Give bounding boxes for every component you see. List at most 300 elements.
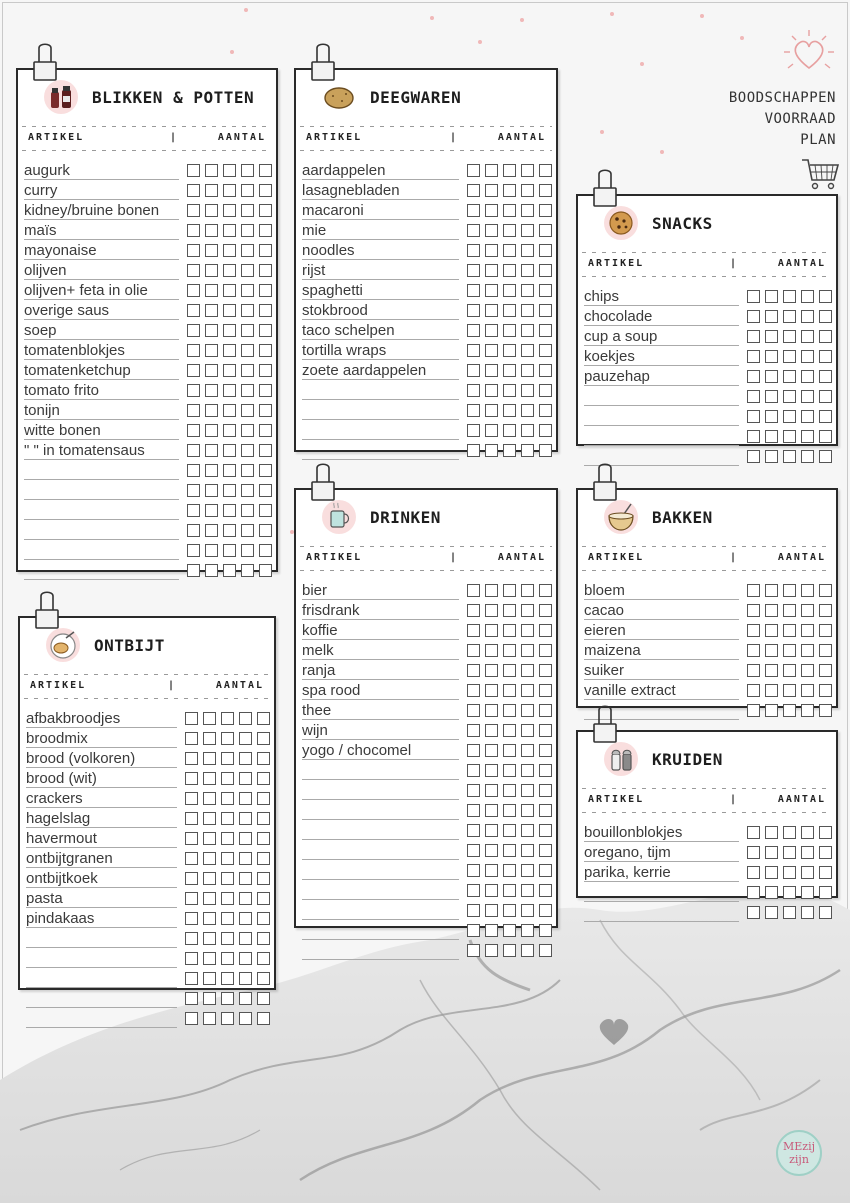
item-label[interactable] [26, 1008, 177, 1028]
amount-checkbox[interactable] [747, 886, 760, 899]
amount-checkbox[interactable] [467, 164, 480, 177]
amount-checkbox[interactable] [783, 866, 796, 879]
amount-checkbox[interactable] [205, 364, 218, 377]
amount-checkbox[interactable] [241, 564, 254, 577]
amount-checkbox[interactable] [485, 324, 498, 337]
amount-checkbox[interactable] [801, 584, 814, 597]
item-label[interactable] [302, 940, 459, 960]
amount-checkbox[interactable] [539, 224, 552, 237]
amount-checkbox[interactable] [765, 664, 778, 677]
amount-checkbox[interactable] [205, 224, 218, 237]
amount-checkbox[interactable] [485, 744, 498, 757]
amount-checkbox[interactable] [521, 404, 534, 417]
item-label[interactable] [584, 406, 739, 426]
item-label[interactable]: eieren [584, 620, 739, 640]
amount-checkbox[interactable] [521, 864, 534, 877]
amount-checkbox[interactable] [801, 290, 814, 303]
amount-checkbox[interactable] [223, 204, 236, 217]
item-label[interactable]: taco schelpen [302, 320, 459, 340]
amount-checkbox[interactable] [503, 904, 516, 917]
amount-checkbox[interactable] [747, 584, 760, 597]
item-label[interactable]: lasagnebladen [302, 180, 459, 200]
amount-checkbox[interactable] [747, 350, 760, 363]
amount-checkbox[interactable] [205, 504, 218, 517]
amount-checkbox[interactable] [485, 304, 498, 317]
amount-checkbox[interactable] [485, 204, 498, 217]
item-label[interactable]: havermout [26, 828, 177, 848]
amount-checkbox[interactable] [223, 484, 236, 497]
amount-checkbox[interactable] [257, 792, 270, 805]
amount-checkbox[interactable] [203, 832, 216, 845]
amount-checkbox[interactable] [801, 310, 814, 323]
amount-checkbox[interactable] [205, 464, 218, 477]
amount-checkbox[interactable] [239, 992, 252, 1005]
amount-checkbox[interactable] [185, 872, 198, 885]
amount-checkbox[interactable] [185, 812, 198, 825]
amount-checkbox[interactable] [503, 924, 516, 937]
amount-checkbox[interactable] [205, 264, 218, 277]
amount-checkbox[interactable] [801, 604, 814, 617]
amount-checkbox[interactable] [467, 424, 480, 437]
amount-checkbox[interactable] [783, 410, 796, 423]
amount-checkbox[interactable] [223, 524, 236, 537]
amount-checkbox[interactable] [485, 264, 498, 277]
amount-checkbox[interactable] [467, 604, 480, 617]
amount-checkbox[interactable] [521, 284, 534, 297]
item-label[interactable] [24, 520, 179, 540]
item-label[interactable]: koffie [302, 620, 459, 640]
amount-checkbox[interactable] [187, 304, 200, 317]
amount-checkbox[interactable] [765, 826, 778, 839]
amount-checkbox[interactable] [765, 390, 778, 403]
item-label[interactable] [302, 800, 459, 820]
amount-checkbox[interactable] [223, 544, 236, 557]
amount-checkbox[interactable] [783, 886, 796, 899]
amount-checkbox[interactable] [203, 732, 216, 745]
amount-checkbox[interactable] [539, 584, 552, 597]
amount-checkbox[interactable] [221, 812, 234, 825]
amount-checkbox[interactable] [819, 704, 832, 717]
amount-checkbox[interactable] [485, 344, 498, 357]
amount-checkbox[interactable] [241, 224, 254, 237]
amount-checkbox[interactable] [485, 384, 498, 397]
amount-checkbox[interactable] [503, 684, 516, 697]
amount-checkbox[interactable] [539, 204, 552, 217]
amount-checkbox[interactable] [205, 524, 218, 537]
amount-checkbox[interactable] [747, 290, 760, 303]
item-label[interactable]: macaroni [302, 200, 459, 220]
amount-checkbox[interactable] [259, 324, 272, 337]
amount-checkbox[interactable] [521, 304, 534, 317]
amount-checkbox[interactable] [205, 384, 218, 397]
amount-checkbox[interactable] [485, 864, 498, 877]
amount-checkbox[interactable] [185, 992, 198, 1005]
amount-checkbox[interactable] [783, 390, 796, 403]
amount-checkbox[interactable] [259, 484, 272, 497]
amount-checkbox[interactable] [521, 944, 534, 957]
item-label[interactable] [584, 386, 739, 406]
item-label[interactable]: broodmix [26, 728, 177, 748]
amount-checkbox[interactable] [203, 792, 216, 805]
item-label[interactable] [302, 400, 459, 420]
amount-checkbox[interactable] [819, 846, 832, 859]
amount-checkbox[interactable] [203, 812, 216, 825]
amount-checkbox[interactable] [205, 184, 218, 197]
amount-checkbox[interactable] [819, 410, 832, 423]
amount-checkbox[interactable] [241, 364, 254, 377]
amount-checkbox[interactable] [259, 464, 272, 477]
amount-checkbox[interactable] [259, 564, 272, 577]
amount-checkbox[interactable] [521, 924, 534, 937]
amount-checkbox[interactable] [259, 224, 272, 237]
amount-checkbox[interactable] [485, 184, 498, 197]
amount-checkbox[interactable] [185, 832, 198, 845]
amount-checkbox[interactable] [221, 792, 234, 805]
amount-checkbox[interactable] [203, 752, 216, 765]
amount-checkbox[interactable] [783, 310, 796, 323]
amount-checkbox[interactable] [765, 886, 778, 899]
amount-checkbox[interactable] [521, 824, 534, 837]
amount-checkbox[interactable] [257, 872, 270, 885]
item-label[interactable]: " " in tomatensaus [24, 440, 179, 460]
item-label[interactable] [302, 860, 459, 880]
amount-checkbox[interactable] [819, 604, 832, 617]
amount-checkbox[interactable] [223, 464, 236, 477]
item-label[interactable]: bier [302, 580, 459, 600]
amount-checkbox[interactable] [467, 864, 480, 877]
amount-checkbox[interactable] [467, 364, 480, 377]
amount-checkbox[interactable] [747, 684, 760, 697]
amount-checkbox[interactable] [467, 304, 480, 317]
amount-checkbox[interactable] [241, 204, 254, 217]
item-label[interactable]: cup a soup [584, 326, 739, 346]
amount-checkbox[interactable] [819, 584, 832, 597]
amount-checkbox[interactable] [801, 350, 814, 363]
amount-checkbox[interactable] [801, 906, 814, 919]
item-label[interactable]: thee [302, 700, 459, 720]
item-label[interactable] [26, 948, 177, 968]
amount-checkbox[interactable] [521, 264, 534, 277]
amount-checkbox[interactable] [223, 244, 236, 257]
item-label[interactable]: maïs [24, 220, 179, 240]
amount-checkbox[interactable] [205, 324, 218, 337]
amount-checkbox[interactable] [539, 264, 552, 277]
amount-checkbox[interactable] [259, 524, 272, 537]
amount-checkbox[interactable] [539, 164, 552, 177]
amount-checkbox[interactable] [257, 772, 270, 785]
amount-checkbox[interactable] [221, 1012, 234, 1025]
item-label[interactable]: cacao [584, 600, 739, 620]
amount-checkbox[interactable] [485, 884, 498, 897]
amount-checkbox[interactable] [223, 404, 236, 417]
amount-checkbox[interactable] [783, 846, 796, 859]
amount-checkbox[interactable] [539, 344, 552, 357]
amount-checkbox[interactable] [187, 384, 200, 397]
amount-checkbox[interactable] [185, 1012, 198, 1025]
amount-checkbox[interactable] [203, 852, 216, 865]
amount-checkbox[interactable] [485, 764, 498, 777]
amount-checkbox[interactable] [503, 184, 516, 197]
amount-checkbox[interactable] [539, 924, 552, 937]
amount-checkbox[interactable] [259, 204, 272, 217]
amount-checkbox[interactable] [539, 844, 552, 857]
amount-checkbox[interactable] [765, 370, 778, 383]
amount-checkbox[interactable] [539, 444, 552, 457]
amount-checkbox[interactable] [819, 906, 832, 919]
amount-checkbox[interactable] [819, 826, 832, 839]
amount-checkbox[interactable] [223, 344, 236, 357]
amount-checkbox[interactable] [221, 732, 234, 745]
amount-checkbox[interactable] [521, 624, 534, 637]
amount-checkbox[interactable] [783, 644, 796, 657]
amount-checkbox[interactable] [765, 644, 778, 657]
amount-checkbox[interactable] [485, 444, 498, 457]
item-label[interactable] [24, 500, 179, 520]
item-label[interactable]: tomatenketchup [24, 360, 179, 380]
amount-checkbox[interactable] [239, 732, 252, 745]
amount-checkbox[interactable] [747, 604, 760, 617]
amount-checkbox[interactable] [205, 344, 218, 357]
amount-checkbox[interactable] [203, 992, 216, 1005]
item-label[interactable] [302, 440, 459, 460]
amount-checkbox[interactable] [503, 304, 516, 317]
amount-checkbox[interactable] [259, 364, 272, 377]
amount-checkbox[interactable] [801, 430, 814, 443]
amount-checkbox[interactable] [241, 324, 254, 337]
item-label[interactable]: mayonaise [24, 240, 179, 260]
amount-checkbox[interactable] [539, 304, 552, 317]
amount-checkbox[interactable] [223, 564, 236, 577]
item-label[interactable] [302, 920, 459, 940]
amount-checkbox[interactable] [539, 784, 552, 797]
amount-checkbox[interactable] [257, 992, 270, 1005]
amount-checkbox[interactable] [521, 884, 534, 897]
amount-checkbox[interactable] [259, 284, 272, 297]
amount-checkbox[interactable] [765, 684, 778, 697]
amount-checkbox[interactable] [539, 364, 552, 377]
amount-checkbox[interactable] [203, 892, 216, 905]
item-label[interactable] [24, 480, 179, 500]
amount-checkbox[interactable] [187, 524, 200, 537]
amount-checkbox[interactable] [765, 310, 778, 323]
amount-checkbox[interactable] [747, 906, 760, 919]
item-label[interactable]: ontbijtgranen [26, 848, 177, 868]
amount-checkbox[interactable] [765, 410, 778, 423]
amount-checkbox[interactable] [819, 886, 832, 899]
item-label[interactable]: bouillonblokjes [584, 822, 739, 842]
item-label[interactable]: pasta [26, 888, 177, 908]
amount-checkbox[interactable] [223, 424, 236, 437]
amount-checkbox[interactable] [783, 684, 796, 697]
amount-checkbox[interactable] [521, 664, 534, 677]
amount-checkbox[interactable] [765, 290, 778, 303]
item-label[interactable]: brood (wit) [26, 768, 177, 788]
item-label[interactable]: olijven [24, 260, 179, 280]
amount-checkbox[interactable] [485, 784, 498, 797]
amount-checkbox[interactable] [783, 584, 796, 597]
amount-checkbox[interactable] [259, 504, 272, 517]
amount-checkbox[interactable] [239, 892, 252, 905]
amount-checkbox[interactable] [503, 884, 516, 897]
amount-checkbox[interactable] [241, 244, 254, 257]
amount-checkbox[interactable] [185, 852, 198, 865]
amount-checkbox[interactable] [259, 544, 272, 557]
amount-checkbox[interactable] [819, 350, 832, 363]
amount-checkbox[interactable] [203, 912, 216, 925]
amount-checkbox[interactable] [521, 204, 534, 217]
amount-checkbox[interactable] [539, 244, 552, 257]
item-label[interactable]: kidney/bruine bonen [24, 200, 179, 220]
item-label[interactable]: koekjes [584, 346, 739, 366]
amount-checkbox[interactable] [503, 704, 516, 717]
amount-checkbox[interactable] [819, 430, 832, 443]
item-label[interactable]: parika, kerrie [584, 862, 739, 882]
amount-checkbox[interactable] [783, 430, 796, 443]
amount-checkbox[interactable] [223, 364, 236, 377]
amount-checkbox[interactable] [801, 826, 814, 839]
amount-checkbox[interactable] [205, 164, 218, 177]
item-label[interactable]: zoete aardappelen [302, 360, 459, 380]
amount-checkbox[interactable] [241, 484, 254, 497]
amount-checkbox[interactable] [801, 704, 814, 717]
item-label[interactable] [26, 988, 177, 1008]
amount-checkbox[interactable] [467, 924, 480, 937]
amount-checkbox[interactable] [239, 1012, 252, 1025]
amount-checkbox[interactable] [239, 912, 252, 925]
amount-checkbox[interactable] [467, 284, 480, 297]
amount-checkbox[interactable] [765, 866, 778, 879]
amount-checkbox[interactable] [223, 324, 236, 337]
amount-checkbox[interactable] [257, 852, 270, 865]
amount-checkbox[interactable] [539, 724, 552, 737]
amount-checkbox[interactable] [747, 846, 760, 859]
amount-checkbox[interactable] [467, 744, 480, 757]
amount-checkbox[interactable] [467, 944, 480, 957]
amount-checkbox[interactable] [765, 584, 778, 597]
amount-checkbox[interactable] [503, 444, 516, 457]
amount-checkbox[interactable] [205, 244, 218, 257]
amount-checkbox[interactable] [205, 284, 218, 297]
amount-checkbox[interactable] [783, 906, 796, 919]
amount-checkbox[interactable] [521, 384, 534, 397]
amount-checkbox[interactable] [539, 184, 552, 197]
amount-checkbox[interactable] [503, 604, 516, 617]
amount-checkbox[interactable] [503, 284, 516, 297]
item-label[interactable]: tomatenblokjes [24, 340, 179, 360]
amount-checkbox[interactable] [223, 284, 236, 297]
item-label[interactable]: crackers [26, 788, 177, 808]
amount-checkbox[interactable] [503, 804, 516, 817]
amount-checkbox[interactable] [521, 764, 534, 777]
amount-checkbox[interactable] [503, 764, 516, 777]
amount-checkbox[interactable] [485, 604, 498, 617]
amount-checkbox[interactable] [819, 684, 832, 697]
item-label[interactable]: rijst [302, 260, 459, 280]
amount-checkbox[interactable] [819, 370, 832, 383]
amount-checkbox[interactable] [205, 444, 218, 457]
amount-checkbox[interactable] [819, 390, 832, 403]
amount-checkbox[interactable] [241, 184, 254, 197]
amount-checkbox[interactable] [801, 330, 814, 343]
amount-checkbox[interactable] [485, 904, 498, 917]
amount-checkbox[interactable] [539, 904, 552, 917]
item-label[interactable] [302, 840, 459, 860]
amount-checkbox[interactable] [521, 324, 534, 337]
amount-checkbox[interactable] [257, 892, 270, 905]
amount-checkbox[interactable] [521, 724, 534, 737]
item-label[interactable]: tomato frito [24, 380, 179, 400]
amount-checkbox[interactable] [801, 450, 814, 463]
amount-checkbox[interactable] [801, 370, 814, 383]
amount-checkbox[interactable] [765, 350, 778, 363]
item-label[interactable] [26, 968, 177, 988]
amount-checkbox[interactable] [539, 684, 552, 697]
amount-checkbox[interactable] [747, 310, 760, 323]
amount-checkbox[interactable] [801, 644, 814, 657]
amount-checkbox[interactable] [485, 244, 498, 257]
amount-checkbox[interactable] [467, 624, 480, 637]
amount-checkbox[interactable] [521, 364, 534, 377]
amount-checkbox[interactable] [257, 1012, 270, 1025]
amount-checkbox[interactable] [819, 330, 832, 343]
amount-checkbox[interactable] [223, 164, 236, 177]
amount-checkbox[interactable] [221, 992, 234, 1005]
amount-checkbox[interactable] [539, 604, 552, 617]
amount-checkbox[interactable] [467, 784, 480, 797]
amount-checkbox[interactable] [521, 804, 534, 817]
amount-checkbox[interactable] [783, 370, 796, 383]
amount-checkbox[interactable] [467, 704, 480, 717]
amount-checkbox[interactable] [185, 752, 198, 765]
amount-checkbox[interactable] [801, 866, 814, 879]
amount-checkbox[interactable] [503, 644, 516, 657]
amount-checkbox[interactable] [187, 344, 200, 357]
amount-checkbox[interactable] [801, 846, 814, 859]
amount-checkbox[interactable] [187, 164, 200, 177]
item-label[interactable]: wijn [302, 720, 459, 740]
amount-checkbox[interactable] [203, 932, 216, 945]
item-label[interactable]: afbakbroodjes [26, 708, 177, 728]
item-label[interactable] [24, 460, 179, 480]
amount-checkbox[interactable] [259, 344, 272, 357]
item-label[interactable]: augurk [24, 160, 179, 180]
amount-checkbox[interactable] [185, 792, 198, 805]
amount-checkbox[interactable] [521, 424, 534, 437]
amount-checkbox[interactable] [185, 972, 198, 985]
amount-checkbox[interactable] [747, 410, 760, 423]
item-label[interactable]: yogo / chocomel [302, 740, 459, 760]
amount-checkbox[interactable] [539, 424, 552, 437]
amount-checkbox[interactable] [223, 184, 236, 197]
item-label[interactable]: vanille extract [584, 680, 739, 700]
amount-checkbox[interactable] [747, 664, 760, 677]
amount-checkbox[interactable] [467, 444, 480, 457]
amount-checkbox[interactable] [467, 404, 480, 417]
amount-checkbox[interactable] [819, 290, 832, 303]
amount-checkbox[interactable] [241, 464, 254, 477]
item-label[interactable]: pauzehap [584, 366, 739, 386]
item-label[interactable]: brood (volkoren) [26, 748, 177, 768]
item-label[interactable]: aardappelen [302, 160, 459, 180]
amount-checkbox[interactable] [747, 644, 760, 657]
amount-checkbox[interactable] [485, 924, 498, 937]
amount-checkbox[interactable] [203, 952, 216, 965]
amount-checkbox[interactable] [223, 504, 236, 517]
amount-checkbox[interactable] [747, 370, 760, 383]
amount-checkbox[interactable] [503, 824, 516, 837]
amount-checkbox[interactable] [259, 304, 272, 317]
amount-checkbox[interactable] [185, 712, 198, 725]
